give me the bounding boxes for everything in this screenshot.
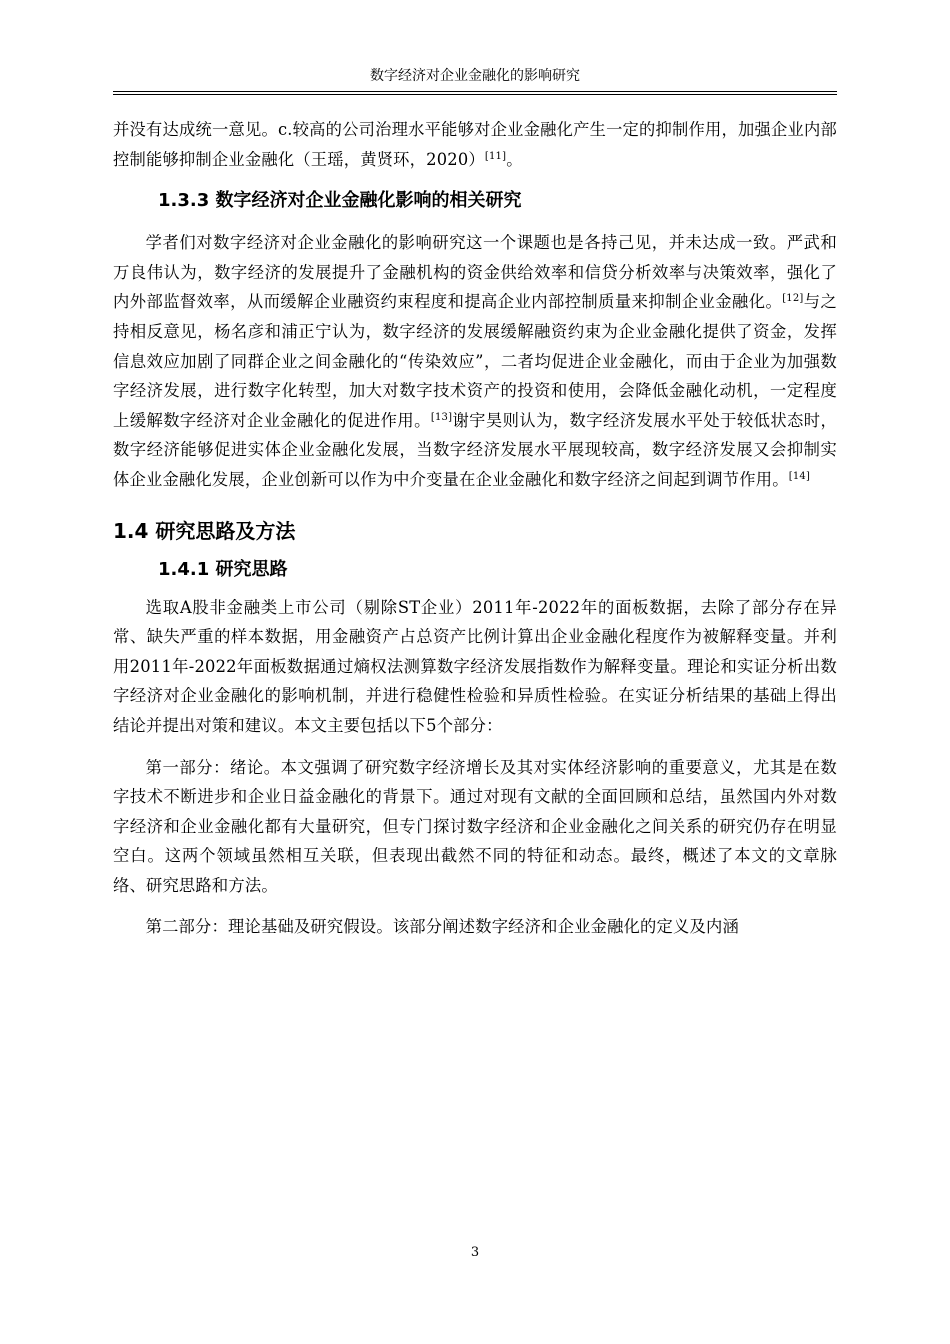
paragraph-text: 并没有达成统一意见。c.较高的公司治理水平能够对企业金融化产生一定的抑制作用，加强企业内部控制能够抑制企业金融化（王瑶，黄贤环，2020） [113, 120, 837, 169]
header-rule [113, 91, 837, 95]
paragraph-text: 。 [506, 149, 523, 169]
paragraph-text: 谢宇昊则认为，数字经济发展水平处于较低状态时，数字经济能够促进实体企业金融化发展，当数字经济发展水平展现较高，数字经济发展又会抑制实体企业金融化发展，企业创新可以作为中介变量在企业金融化和数字经济之间起到调节作用。 [113, 410, 837, 489]
running-header: 数字经济对企业金融化的影响研究 [370, 68, 580, 84]
paragraph-research-approach: 选取A股非金融类上市公司（剔除ST企业）2011年-2022年的面板数据，去除了部分存在异常、缺失严重的样本数据，用金融资产占总资产比例计算出企业金融化程度作为被解释变量。并利用2011年-2022年面板数据通过熵权法测算数字经济发展指数作为解释变量。理论和实证分析出数字经济对企业金融化的影响机制，并进行稳健性检验和异质性检验。在实证分析结果的基础上得出结论并提出对策和建议。本文主要包括以下5个部分： [113, 597, 837, 735]
paragraph-part-two: 第二部分：理论基础及研究假设。该部分阐述数字经济和企业金融化的定义及内涵 [145, 917, 739, 937]
page-number: 3 [470, 1245, 480, 1260]
paragraph-text: 与之持相反意见，杨名彦和浦正宁认为，数字经济的发展缓解融资约束为企业金融化提供了资金，发挥信息效应加剧了同群企业之间金融化的“传染效应”，二者均促进企业金融化，而由于企业为加强数字经济发展，进行数字化转型，加大对数字技术资产的投资和使用，会降低金融化动机，一定程度上缓解数字经济对企业金融化的促进作用。 [113, 292, 837, 430]
heading-1-4-1: 1.4.1 研究思路 [158, 558, 288, 580]
paragraph-continuation [113, 115, 837, 174]
citation-ref: [12] [782, 293, 804, 305]
citation-ref: [13] [430, 411, 453, 423]
paragraph-related-research [113, 228, 837, 494]
heading-1-3-3: 1.3.3 数字经济对企业金融化影响的相关研究 [158, 190, 522, 212]
citation-ref: [14] [788, 470, 811, 482]
paragraph-text: 学者们对数字经济对企业金融化的影响研究这一个课题也是各持己见，并未达成一致。严武和万良伟认为，数字经济的发展提升了金融机构的资金供给效率和信贷分析效率与决策效率，强化了内外部监督效率，从而缓解企业融资约束程度和提高企业内部控制质量来抑制企业金融化。 [113, 233, 837, 312]
heading-1-4: 1.4 研究思路及方法 [113, 518, 296, 543]
page-body [113, 115, 837, 942]
paragraph-part-one: 第一部分：绪论。本文强调了研究数字经济增长及其对实体经济影响的重要意义，尤其是在数字技术不断进步和企业日益金融化的背景下。通过对现有文献的全面回顾和总结，虽然国内外对数字经济和企业金融化都有大量研究，但专门探讨数字经济和企业金融化之间关系的研究仍存在明显空白。这两个领域虽然相互关联，但表现出截然不同的特征和动态。最终，概述了本文的文章脉络、研究思路和方法。 [113, 757, 837, 895]
citation-ref: [11] [484, 150, 507, 162]
